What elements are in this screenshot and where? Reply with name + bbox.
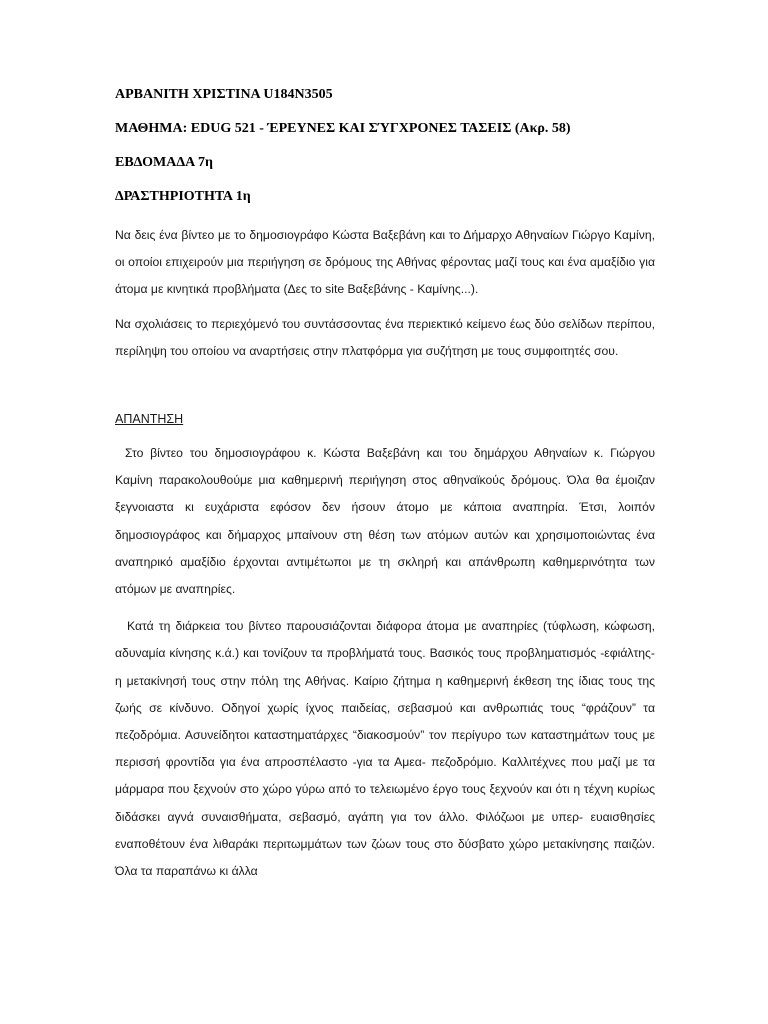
activity-line: ΔΡΑΣΤΗΡΙΟΤΗΤΑ 1η bbox=[115, 189, 251, 204]
prompt-paragraph-1: Να δεις ένα βίντεο με το δημοσιογράφο Κώστα Βαξεβάνη και το Δήμαρχο Αθηναίων Γιώργο Καμίνη, οι οποίοι επιχειρούν μια περιήγηση σε δρόμους της Αθήνας φέροντας μαζί τους και ένα αμαξίδιο για άτομα με κινητικά προβλήματα (Δες το site Βαξεβάνης - Καμίνης...). bbox=[115, 228, 655, 296]
document-page bbox=[115, 86, 655, 895]
answer-title: ΑΠΑΝΤΗΣΗ bbox=[115, 412, 184, 426]
answer-paragraph-2: Κατά τη διάρκεια του βίντεο παρουσιάζονται διάφορα άτομα με αναπηρίες (τύφλωση, κώφωση, αδυναμία κίνησης κ.ά.) και τονίζουν τα προβλήματά τους. Βασικός τους προβληματισμός -εφιάλτης- η μετακίνησή τους στην πόλη της Αθήνας. Καίριο ζήτημα η καθημερινή έκθεση της ίδιας τους της ζωής σε κίνδυνο. Οδηγοί χωρίς ίχνος παιδείας, σεβασμού και ανθρωπιάς τους “φράζουν” τα πεζοδρόμια. Ασυνείδητοι καταστηματάρχες “διακοσμούν” τον περίγυρο των καταστημάτων τους με περισσή φροντίδα για ένα απροσπέλαστο -για τα Αμεα- πεζοδρόμιο. Καλλιτέχνες που μαζί με τα μάρμαρα που ξεχνούν στο χώρο γύρω από το τελειωμένο έργο τους ξεχνούν και ότι η τέχνη κυρίως διδάσκει αγνά συναισθήματα, σεβασμό, αγάπη για τον άλλο. Φιλόζωοι με υπερ- ευαισθησίες εναποθέτουν ένα λιθαράκι περιτωμμάτων των ζώων τους στο δύσβατο χώρο μετακίνησης παιζών. Όλα τα παραπάνω κι άλλα bbox=[115, 619, 655, 879]
course-line: ΜΑΘΗΜΑ: EDUG 521 - ΈΡΕΥΝΕΣ ΚΑΙ ΣΎΓΧΡΟΝΕΣ ΤΑΣΕΙΣ (Ακρ. 58) bbox=[115, 121, 571, 136]
week-line: ΕΒΔΟΜΑΔΑ 7η bbox=[115, 155, 213, 170]
answer-paragraph-1: Στο βίντεο του δημοσιογράφου κ. Κώστα Βαξεβάνη και του δημάρχου Αθηναίων κ. Γιώργου Καμίνη παρακολουθούμε μια καθημερινή περιήγηση στος αθηναϊκούς δρόμους. Όλα θα έμοιζαν ξεγνοιαστα κι ευχάριστα εφόσον δεν ήσουν άτομο με κάποια αναπηρία. Έτσι, λοιπόν δημοσιογράφος και δήμαρχος μπαίνουν στη θέση των ατόμων αυτών και χρησιμοποιώντας ένα αναπηρικό αμαξίδιο έρχονται αντιμέτωποι με τη σκληρή και απάνθρωπη καθημερινότητα των ατόμων με αναπηρίες. bbox=[115, 446, 655, 597]
prompt-paragraph-2: Να σχολιάσεις το περιεχόμενό του συντάσσοντας ένα περιεκτικό κείμενο έως δύο σελίδων περίπου, περίληψη του οποίου να αναρτήσεις στην πλατφόρμα για συζήτηση με τους συμφοιτητές σου. bbox=[115, 317, 655, 358]
author-line: ΑΡΒΑΝΙΤΗ ΧΡΙΣΤΙΝΑ U184N3505 bbox=[115, 87, 333, 102]
